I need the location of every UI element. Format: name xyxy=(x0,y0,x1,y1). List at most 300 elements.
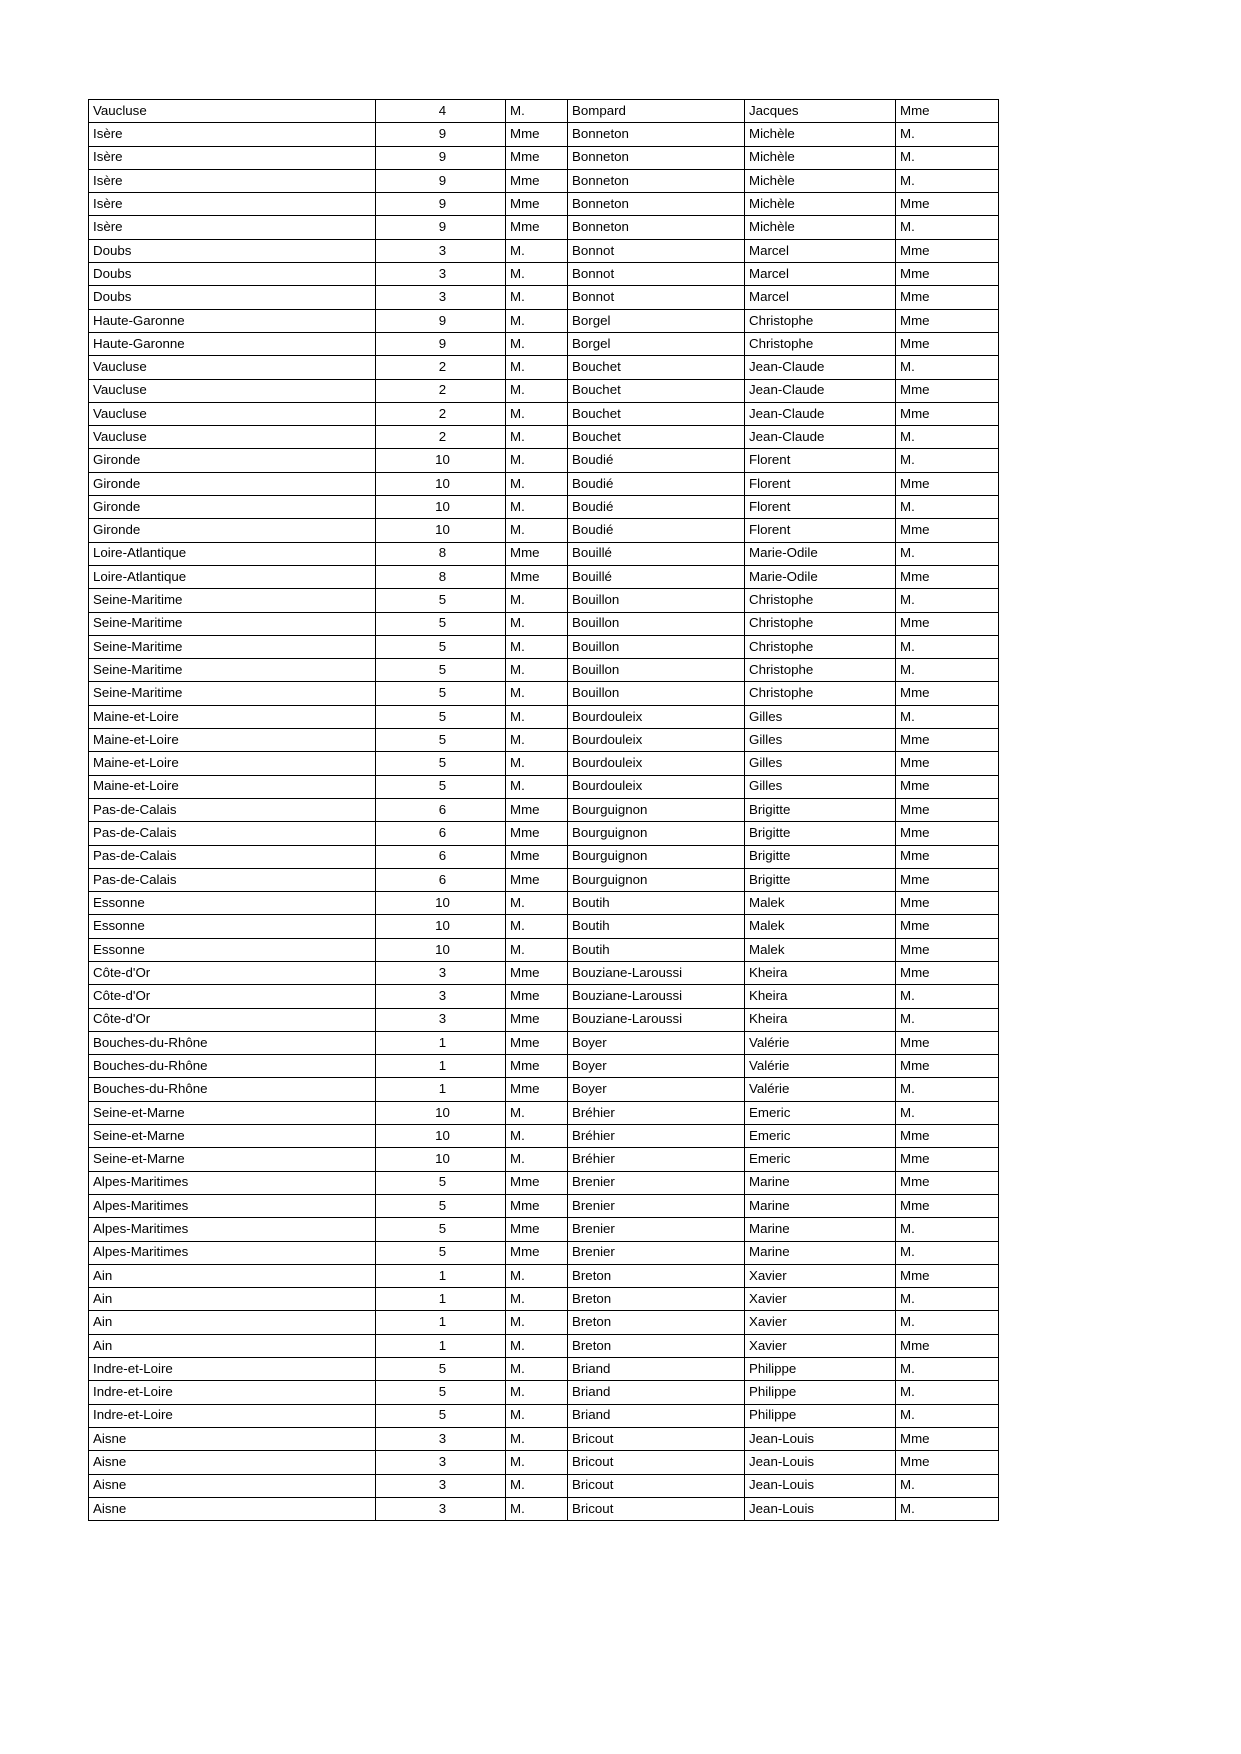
cell-civilite-suppleant: M. xyxy=(896,496,999,519)
cell-nom: Briand xyxy=(568,1404,745,1427)
cell-departement: Isère xyxy=(89,216,376,239)
cell-civilite-titulaire: M. xyxy=(506,402,568,425)
cell-prenom: Xavier xyxy=(745,1311,896,1334)
cell-civilite-titulaire: M. xyxy=(506,332,568,355)
cell-civilite-suppleant: Mme xyxy=(896,682,999,705)
cell-numero: 3 xyxy=(376,1497,506,1520)
cell-civilite-suppleant: Mme xyxy=(896,100,999,123)
cell-nom: Briand xyxy=(568,1358,745,1381)
cell-departement: Doubs xyxy=(89,239,376,262)
cell-numero: 10 xyxy=(376,472,506,495)
cell-numero: 5 xyxy=(376,589,506,612)
cell-departement: Doubs xyxy=(89,286,376,309)
cell-nom: Bonneton xyxy=(568,169,745,192)
cell-numero: 5 xyxy=(376,659,506,682)
table-row xyxy=(89,915,999,938)
cell-civilite-titulaire: M. xyxy=(506,426,568,449)
cell-civilite-suppleant: M. xyxy=(896,542,999,565)
cell-numero: 1 xyxy=(376,1031,506,1054)
deputies-table xyxy=(88,99,999,1521)
cell-civilite-titulaire: Mme xyxy=(506,1008,568,1031)
cell-prenom: Marine xyxy=(745,1218,896,1241)
cell-prenom: Michèle xyxy=(745,169,896,192)
cell-nom: Bouillon xyxy=(568,682,745,705)
cell-numero: 9 xyxy=(376,332,506,355)
cell-civilite-suppleant: Mme xyxy=(896,1171,999,1194)
cell-departement: Aisne xyxy=(89,1427,376,1450)
cell-nom: Bonnot xyxy=(568,286,745,309)
cell-nom: Bouchet xyxy=(568,379,745,402)
cell-departement: Côte-d'Or xyxy=(89,1008,376,1031)
table-row xyxy=(89,822,999,845)
cell-numero: 1 xyxy=(376,1264,506,1287)
cell-civilite-suppleant: Mme xyxy=(896,845,999,868)
table-row xyxy=(89,1008,999,1031)
cell-civilite-titulaire: Mme xyxy=(506,542,568,565)
table-row xyxy=(89,635,999,658)
cell-prenom: Christophe xyxy=(745,659,896,682)
cell-nom: Bouchet xyxy=(568,356,745,379)
table-row xyxy=(89,775,999,798)
table-row xyxy=(89,985,999,1008)
cell-nom: Bourguignon xyxy=(568,798,745,821)
cell-numero: 9 xyxy=(376,123,506,146)
cell-numero: 3 xyxy=(376,239,506,262)
cell-numero: 3 xyxy=(376,286,506,309)
cell-numero: 1 xyxy=(376,1078,506,1101)
table-row xyxy=(89,519,999,542)
table-row xyxy=(89,100,999,123)
cell-nom: Bouziane-Laroussi xyxy=(568,985,745,1008)
cell-prenom: Marcel xyxy=(745,263,896,286)
cell-departement: Aisne xyxy=(89,1497,376,1520)
cell-departement: Essonne xyxy=(89,892,376,915)
cell-numero: 3 xyxy=(376,263,506,286)
cell-departement: Doubs xyxy=(89,263,376,286)
cell-civilite-suppleant: Mme xyxy=(896,612,999,635)
cell-civilite-titulaire: M. xyxy=(506,519,568,542)
cell-civilite-titulaire: M. xyxy=(506,1125,568,1148)
cell-numero: 1 xyxy=(376,1288,506,1311)
table-row xyxy=(89,1451,999,1474)
table-row xyxy=(89,356,999,379)
cell-numero: 3 xyxy=(376,1008,506,1031)
table-row xyxy=(89,798,999,821)
cell-civilite-titulaire: Mme xyxy=(506,1055,568,1078)
cell-nom: Bonnot xyxy=(568,239,745,262)
cell-civilite-suppleant: M. xyxy=(896,1241,999,1264)
cell-civilite-suppleant: Mme xyxy=(896,1427,999,1450)
cell-civilite-suppleant: Mme xyxy=(896,565,999,588)
table-row xyxy=(89,1194,999,1217)
table-row xyxy=(89,1171,999,1194)
cell-numero: 3 xyxy=(376,1427,506,1450)
cell-prenom: Jean-Claude xyxy=(745,426,896,449)
cell-departement: Pas-de-Calais xyxy=(89,822,376,845)
cell-nom: Boutih xyxy=(568,938,745,961)
table-row xyxy=(89,1427,999,1450)
cell-civilite-titulaire: M. xyxy=(506,1288,568,1311)
cell-departement: Vaucluse xyxy=(89,426,376,449)
cell-civilite-titulaire: M. xyxy=(506,1474,568,1497)
cell-prenom: Valérie xyxy=(745,1031,896,1054)
table-row xyxy=(89,1031,999,1054)
cell-civilite-suppleant: Mme xyxy=(896,1264,999,1287)
cell-departement: Aisne xyxy=(89,1451,376,1474)
cell-prenom: Brigitte xyxy=(745,822,896,845)
cell-prenom: Christophe xyxy=(745,309,896,332)
cell-departement: Maine-et-Loire xyxy=(89,752,376,775)
cell-numero: 5 xyxy=(376,705,506,728)
cell-civilite-titulaire: M. xyxy=(506,938,568,961)
cell-prenom: Gilles xyxy=(745,775,896,798)
cell-nom: Bouillon xyxy=(568,659,745,682)
cell-departement: Pas-de-Calais xyxy=(89,868,376,891)
cell-civilite-suppleant: Mme xyxy=(896,1334,999,1357)
cell-civilite-titulaire: M. xyxy=(506,682,568,705)
cell-civilite-titulaire: Mme xyxy=(506,985,568,1008)
cell-numero: 2 xyxy=(376,402,506,425)
cell-civilite-suppleant: Mme xyxy=(896,263,999,286)
cell-nom: Boutih xyxy=(568,915,745,938)
cell-nom: Bourdouleix xyxy=(568,705,745,728)
cell-prenom: Christophe xyxy=(745,682,896,705)
cell-numero: 5 xyxy=(376,635,506,658)
cell-prenom: Marcel xyxy=(745,239,896,262)
cell-numero: 5 xyxy=(376,1171,506,1194)
cell-nom: Bonnot xyxy=(568,263,745,286)
table-row xyxy=(89,1404,999,1427)
cell-civilite-titulaire: M. xyxy=(506,612,568,635)
table-row xyxy=(89,123,999,146)
table-row xyxy=(89,612,999,635)
cell-civilite-titulaire: M. xyxy=(506,1334,568,1357)
table-row xyxy=(89,892,999,915)
cell-civilite-suppleant: Mme xyxy=(896,472,999,495)
cell-civilite-titulaire: M. xyxy=(506,1427,568,1450)
cell-numero: 1 xyxy=(376,1334,506,1357)
cell-numero: 5 xyxy=(376,1218,506,1241)
cell-civilite-titulaire: Mme xyxy=(506,1031,568,1054)
cell-prenom: Marie-Odile xyxy=(745,565,896,588)
cell-departement: Ain xyxy=(89,1288,376,1311)
cell-prenom: Malek xyxy=(745,915,896,938)
cell-prenom: Michèle xyxy=(745,146,896,169)
cell-nom: Briand xyxy=(568,1381,745,1404)
cell-civilite-suppleant: Mme xyxy=(896,286,999,309)
table-row xyxy=(89,1218,999,1241)
table-row xyxy=(89,1264,999,1287)
cell-nom: Bouillon xyxy=(568,612,745,635)
table-row xyxy=(89,1078,999,1101)
cell-civilite-titulaire: M. xyxy=(506,589,568,612)
cell-civilite-suppleant: Mme xyxy=(896,1125,999,1148)
cell-prenom: Gilles xyxy=(745,752,896,775)
cell-prenom: Philippe xyxy=(745,1404,896,1427)
cell-civilite-suppleant: Mme xyxy=(896,752,999,775)
cell-nom: Bourdouleix xyxy=(568,775,745,798)
cell-civilite-suppleant: Mme xyxy=(896,1055,999,1078)
cell-civilite-suppleant: M. xyxy=(896,146,999,169)
cell-nom: Bouziane-Laroussi xyxy=(568,961,745,984)
cell-nom: Breton xyxy=(568,1264,745,1287)
cell-departement: Haute-Garonne xyxy=(89,332,376,355)
cell-nom: Bourdouleix xyxy=(568,729,745,752)
cell-prenom: Christophe xyxy=(745,589,896,612)
table-row xyxy=(89,1358,999,1381)
table-row xyxy=(89,169,999,192)
cell-numero: 10 xyxy=(376,892,506,915)
cell-civilite-titulaire: M. xyxy=(506,286,568,309)
cell-nom: Bouillé xyxy=(568,565,745,588)
cell-civilite-titulaire: Mme xyxy=(506,1078,568,1101)
cell-prenom: Brigitte xyxy=(745,798,896,821)
cell-departement: Indre-et-Loire xyxy=(89,1358,376,1381)
table-container xyxy=(88,99,968,1521)
cell-prenom: Jean-Claude xyxy=(745,379,896,402)
cell-civilite-suppleant: M. xyxy=(896,1358,999,1381)
cell-numero: 4 xyxy=(376,100,506,123)
table-row xyxy=(89,1101,999,1124)
cell-nom: Borgel xyxy=(568,309,745,332)
cell-prenom: Malek xyxy=(745,938,896,961)
cell-civilite-suppleant: Mme xyxy=(896,402,999,425)
cell-civilite-titulaire: Mme xyxy=(506,868,568,891)
cell-civilite-titulaire: M. xyxy=(506,729,568,752)
cell-numero: 8 xyxy=(376,542,506,565)
cell-numero: 5 xyxy=(376,1404,506,1427)
cell-nom: Boudié xyxy=(568,449,745,472)
cell-nom: Bouillé xyxy=(568,542,745,565)
cell-civilite-titulaire: M. xyxy=(506,1101,568,1124)
cell-nom: Brenier xyxy=(568,1171,745,1194)
cell-numero: 9 xyxy=(376,193,506,216)
cell-departement: Alpes-Maritimes xyxy=(89,1171,376,1194)
cell-numero: 5 xyxy=(376,1241,506,1264)
cell-departement: Haute-Garonne xyxy=(89,309,376,332)
cell-civilite-titulaire: M. xyxy=(506,100,568,123)
cell-civilite-suppleant: Mme xyxy=(896,519,999,542)
cell-numero: 5 xyxy=(376,1381,506,1404)
cell-nom: Bourguignon xyxy=(568,822,745,845)
cell-numero: 9 xyxy=(376,309,506,332)
table-row xyxy=(89,216,999,239)
cell-departement: Vaucluse xyxy=(89,100,376,123)
cell-nom: Boyer xyxy=(568,1031,745,1054)
cell-numero: 3 xyxy=(376,985,506,1008)
cell-nom: Bourguignon xyxy=(568,868,745,891)
cell-numero: 2 xyxy=(376,426,506,449)
cell-civilite-suppleant: M. xyxy=(896,216,999,239)
cell-departement: Côte-d'Or xyxy=(89,961,376,984)
cell-civilite-suppleant: M. xyxy=(896,589,999,612)
cell-civilite-titulaire: M. xyxy=(506,659,568,682)
cell-nom: Bourdouleix xyxy=(568,752,745,775)
cell-prenom: Brigitte xyxy=(745,868,896,891)
table-row xyxy=(89,542,999,565)
cell-civilite-suppleant: Mme xyxy=(896,193,999,216)
cell-civilite-titulaire: M. xyxy=(506,915,568,938)
table-row xyxy=(89,332,999,355)
cell-prenom: Florent xyxy=(745,519,896,542)
cell-numero: 10 xyxy=(376,1101,506,1124)
cell-departement: Ain xyxy=(89,1311,376,1334)
table-row xyxy=(89,309,999,332)
cell-civilite-suppleant: M. xyxy=(896,449,999,472)
table-row xyxy=(89,1288,999,1311)
cell-numero: 2 xyxy=(376,356,506,379)
cell-departement: Seine-Maritime xyxy=(89,612,376,635)
cell-civilite-titulaire: Mme xyxy=(506,123,568,146)
cell-departement: Vaucluse xyxy=(89,402,376,425)
cell-civilite-suppleant: Mme xyxy=(896,309,999,332)
cell-nom: Boyer xyxy=(568,1055,745,1078)
cell-prenom: Valérie xyxy=(745,1078,896,1101)
cell-civilite-suppleant: Mme xyxy=(896,1451,999,1474)
cell-departement: Isère xyxy=(89,193,376,216)
table-row xyxy=(89,705,999,728)
cell-departement: Loire-Atlantique xyxy=(89,565,376,588)
cell-prenom: Gilles xyxy=(745,729,896,752)
cell-numero: 10 xyxy=(376,915,506,938)
cell-departement: Seine-et-Marne xyxy=(89,1148,376,1171)
table-row xyxy=(89,1241,999,1264)
cell-civilite-titulaire: M. xyxy=(506,1358,568,1381)
cell-civilite-suppleant: Mme xyxy=(896,1148,999,1171)
cell-numero: 9 xyxy=(376,169,506,192)
cell-prenom: Malek xyxy=(745,892,896,915)
cell-prenom: Michèle xyxy=(745,123,896,146)
table-row xyxy=(89,286,999,309)
cell-nom: Brenier xyxy=(568,1194,745,1217)
cell-civilite-suppleant: M. xyxy=(896,1101,999,1124)
cell-nom: Breton xyxy=(568,1334,745,1357)
table-row xyxy=(89,1125,999,1148)
cell-civilite-titulaire: Mme xyxy=(506,146,568,169)
cell-numero: 5 xyxy=(376,775,506,798)
cell-prenom: Florent xyxy=(745,496,896,519)
cell-nom: Bouchet xyxy=(568,402,745,425)
cell-departement: Côte-d'Or xyxy=(89,985,376,1008)
cell-departement: Maine-et-Loire xyxy=(89,705,376,728)
cell-prenom: Emeric xyxy=(745,1101,896,1124)
cell-departement: Pas-de-Calais xyxy=(89,845,376,868)
cell-departement: Ain xyxy=(89,1264,376,1287)
cell-departement: Loire-Atlantique xyxy=(89,542,376,565)
cell-numero: 10 xyxy=(376,938,506,961)
cell-prenom: Gilles xyxy=(745,705,896,728)
table-row xyxy=(89,402,999,425)
cell-civilite-titulaire: Mme xyxy=(506,193,568,216)
cell-civilite-titulaire: M. xyxy=(506,1404,568,1427)
cell-departement: Aisne xyxy=(89,1474,376,1497)
cell-numero: 6 xyxy=(376,822,506,845)
cell-civilite-titulaire: M. xyxy=(506,472,568,495)
cell-departement: Pas-de-Calais xyxy=(89,798,376,821)
cell-departement: Indre-et-Loire xyxy=(89,1381,376,1404)
cell-nom: Boudié xyxy=(568,519,745,542)
cell-numero: 5 xyxy=(376,729,506,752)
cell-prenom: Marine xyxy=(745,1194,896,1217)
cell-civilite-suppleant: Mme xyxy=(896,775,999,798)
cell-nom: Bouziane-Laroussi xyxy=(568,1008,745,1031)
cell-nom: Bonneton xyxy=(568,216,745,239)
cell-prenom: Jean-Claude xyxy=(745,356,896,379)
cell-departement: Essonne xyxy=(89,938,376,961)
cell-departement: Seine-Maritime xyxy=(89,682,376,705)
cell-departement: Vaucluse xyxy=(89,356,376,379)
cell-numero: 5 xyxy=(376,682,506,705)
cell-nom: Breton xyxy=(568,1288,745,1311)
cell-prenom: Brigitte xyxy=(745,845,896,868)
table-row xyxy=(89,1148,999,1171)
cell-civilite-suppleant: Mme xyxy=(896,1031,999,1054)
cell-departement: Gironde xyxy=(89,472,376,495)
cell-departement: Essonne xyxy=(89,915,376,938)
cell-numero: 2 xyxy=(376,379,506,402)
cell-numero: 6 xyxy=(376,798,506,821)
cell-civilite-titulaire: Mme xyxy=(506,1218,568,1241)
table-body xyxy=(89,100,999,1521)
cell-civilite-suppleant: M. xyxy=(896,985,999,1008)
table-row xyxy=(89,1474,999,1497)
table-row xyxy=(89,263,999,286)
cell-numero: 3 xyxy=(376,961,506,984)
table-row xyxy=(89,682,999,705)
cell-civilite-suppleant: Mme xyxy=(896,332,999,355)
cell-civilite-titulaire: M. xyxy=(506,775,568,798)
cell-civilite-suppleant: Mme xyxy=(896,938,999,961)
table-row xyxy=(89,659,999,682)
cell-prenom: Emeric xyxy=(745,1125,896,1148)
cell-departement: Bouches-du-Rhône xyxy=(89,1031,376,1054)
cell-departement: Alpes-Maritimes xyxy=(89,1194,376,1217)
cell-civilite-titulaire: M. xyxy=(506,496,568,519)
cell-numero: 5 xyxy=(376,1194,506,1217)
cell-departement: Vaucluse xyxy=(89,379,376,402)
cell-civilite-suppleant: Mme xyxy=(896,822,999,845)
cell-numero: 10 xyxy=(376,519,506,542)
cell-departement: Bouches-du-Rhône xyxy=(89,1078,376,1101)
cell-civilite-suppleant: Mme xyxy=(896,729,999,752)
cell-prenom: Jean-Louis xyxy=(745,1427,896,1450)
table-row xyxy=(89,426,999,449)
cell-prenom: Kheira xyxy=(745,985,896,1008)
cell-civilite-titulaire: Mme xyxy=(506,845,568,868)
cell-civilite-suppleant: M. xyxy=(896,426,999,449)
cell-civilite-titulaire: M. xyxy=(506,449,568,472)
cell-numero: 5 xyxy=(376,752,506,775)
cell-departement: Isère xyxy=(89,146,376,169)
cell-prenom: Kheira xyxy=(745,961,896,984)
table-row xyxy=(89,1311,999,1334)
cell-civilite-suppleant: Mme xyxy=(896,239,999,262)
table-row xyxy=(89,146,999,169)
cell-departement: Isère xyxy=(89,169,376,192)
cell-prenom: Christophe xyxy=(745,612,896,635)
cell-nom: Boyer xyxy=(568,1078,745,1101)
cell-civilite-titulaire: Mme xyxy=(506,565,568,588)
cell-civilite-suppleant: Mme xyxy=(896,892,999,915)
cell-departement: Alpes-Maritimes xyxy=(89,1218,376,1241)
cell-prenom: Philippe xyxy=(745,1358,896,1381)
cell-civilite-suppleant: Mme xyxy=(896,1194,999,1217)
table-row xyxy=(89,1334,999,1357)
cell-numero: 5 xyxy=(376,612,506,635)
cell-departement: Ain xyxy=(89,1334,376,1357)
cell-nom: Breton xyxy=(568,1311,745,1334)
cell-civilite-titulaire: M. xyxy=(506,263,568,286)
